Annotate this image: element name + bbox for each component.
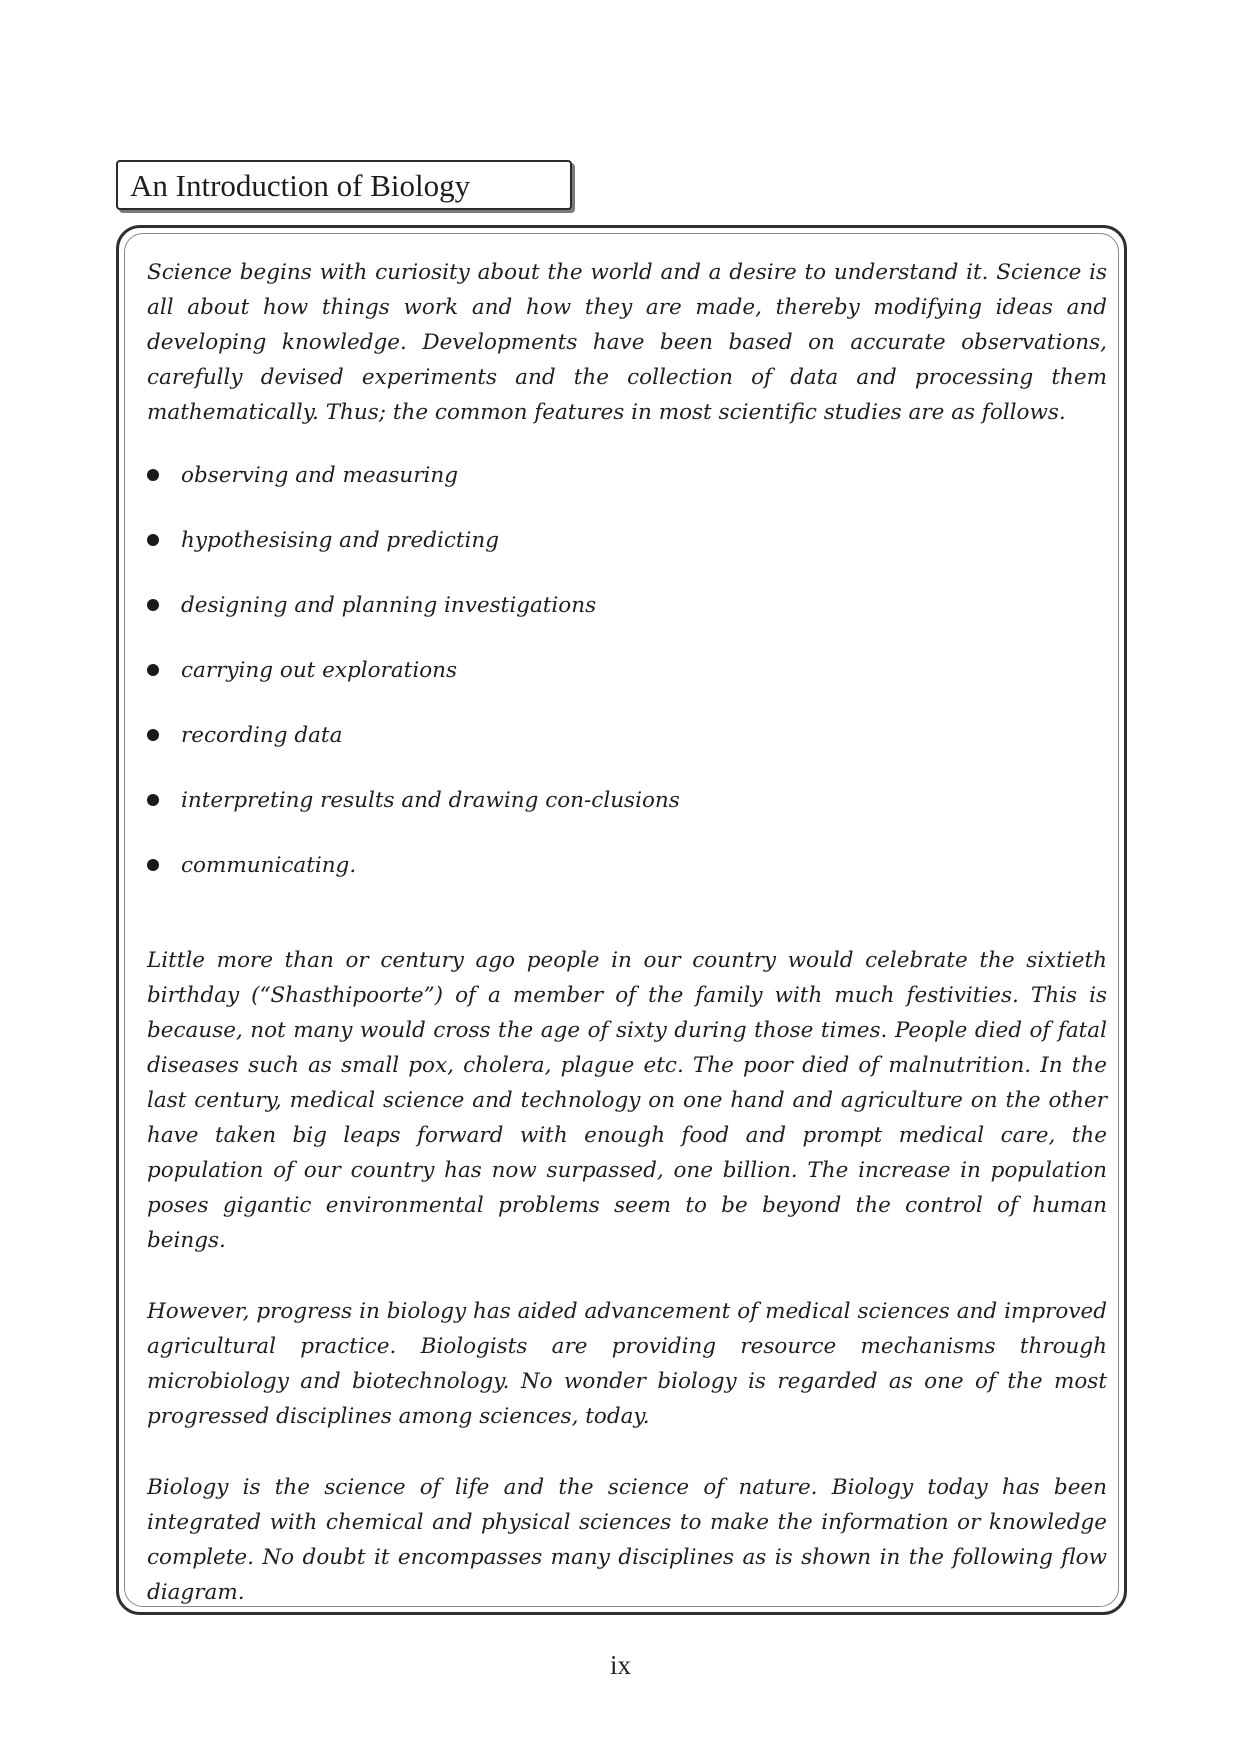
feature-text: carrying out explorations — [181, 658, 458, 683]
bullet-icon — [147, 729, 159, 741]
feature-item — [147, 653, 1107, 718]
bullet-icon — [147, 599, 159, 611]
feature-text: recording data — [181, 723, 343, 748]
feature-text: communicating. — [181, 853, 357, 878]
features-list — [147, 458, 1107, 913]
feature-text: observing and measuring — [181, 463, 459, 488]
feature-item — [147, 718, 1107, 783]
content-body — [147, 255, 1107, 1610]
bullet-icon — [147, 534, 159, 546]
feature-item — [147, 848, 1107, 913]
section-heading: An Introduction of Biology — [116, 160, 572, 210]
history-paragraph: Little more than or century ago people in our country would celebrate the sixtieth birthday (“Shasthipoorte”) of a member of the family with much festivities. This is because, not many would cross the age of sixty during those times. People died of fatal diseases such as small pox, cholera, plague etc. The poor died of malnutrition. In the last century, medical science and technology on one hand and agriculture on the other have taken big leaps forward with enough food and prompt medical care, the population of our country has now surpassed, one billion. The increase in population poses gigantic environmental problems seem to be beyond the control of human beings. — [147, 948, 1107, 1253]
feature-text: interpreting results and drawing con-clusions — [181, 788, 680, 813]
page-number: ix — [609, 1650, 631, 1680]
feature-text: hypothesising and predicting — [181, 528, 500, 553]
feature-text: designing and planning investigations — [181, 593, 597, 618]
bullet-icon — [147, 664, 159, 676]
progress-paragraph: However, progress in biology has aided advancement of medical sciences and improved agricultural practice. Biologists are providing resource mechanisms through microbiology and biotechnology. No wonder biology is regarded as one of the most progressed disciplines among sciences, today. — [147, 1299, 1107, 1429]
bullet-icon — [147, 859, 159, 871]
definition-paragraph: Biology is the science of life and the science of nature. Biology today has been integrated with chemical and physical sciences to make the information or knowledge complete. No doubt it encompasses many disciplines as is shown in the following flow diagram. — [147, 1475, 1107, 1605]
intro-paragraph: Science begins with curiosity about the world and a desire to understand it. Science is all about how things work and how they are made, thereby modifying ideas and developing knowledge. Developments have been based on accurate observations, carefully devised experiments and the collection of data and processing them mathematically. Thus; the common features in most scientific studies are as follows. — [147, 260, 1107, 425]
feature-item — [147, 783, 1107, 848]
bullet-icon — [147, 469, 159, 481]
feature-item — [147, 458, 1107, 523]
bullet-icon — [147, 794, 159, 806]
feature-item — [147, 523, 1107, 588]
feature-item — [147, 588, 1107, 653]
